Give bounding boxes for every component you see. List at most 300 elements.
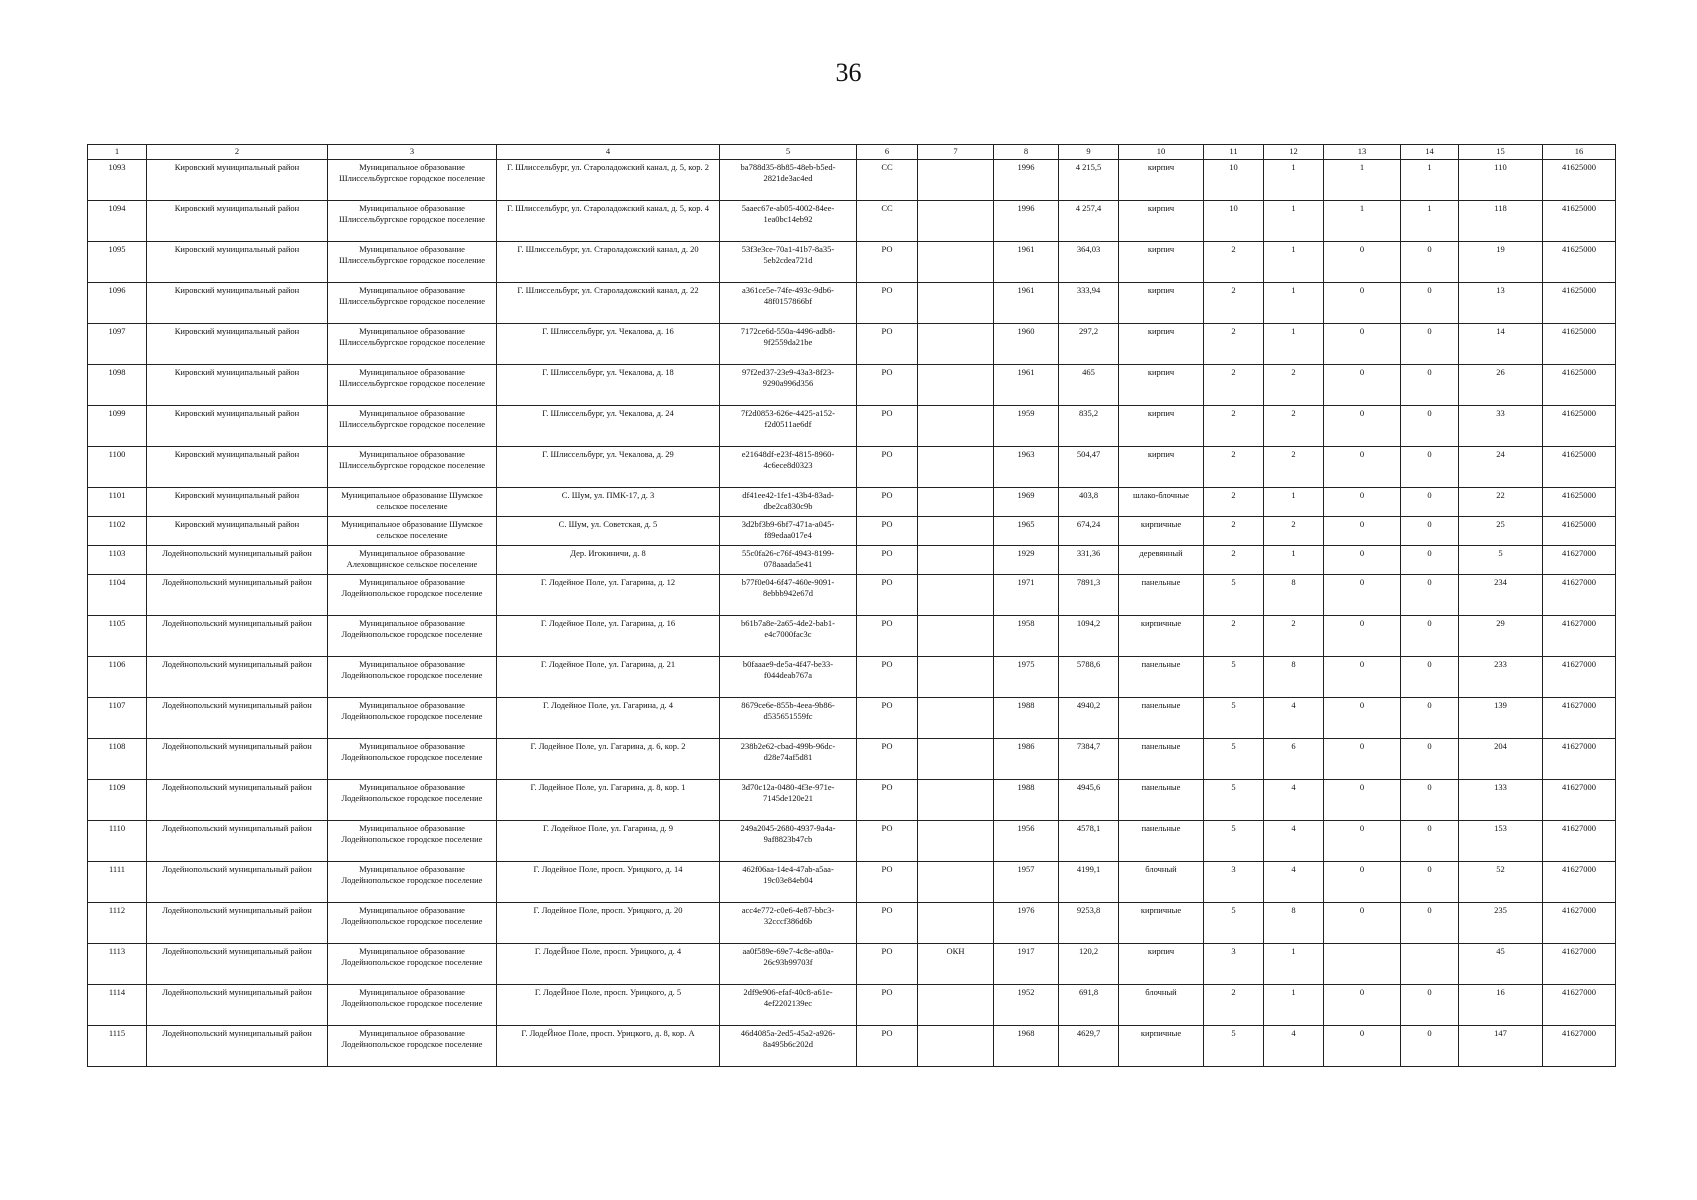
table-cell: Муниципальное образование Лодейнопольское городское поселение (328, 862, 497, 903)
table-cell: 0 (1324, 657, 1401, 698)
table-cell: Кировский муниципальный район (147, 283, 328, 324)
table-cell: РО (857, 575, 918, 616)
table-cell: 0 (1324, 616, 1401, 657)
table-cell: 33 (1459, 406, 1543, 447)
table-cell: 1965 (994, 517, 1059, 546)
table-row (88, 944, 1616, 985)
table-cell: РО (857, 546, 918, 575)
table-cell: Г. Лодейное Поле, ул. Гагарина, д. 8, кор. 1 (497, 780, 720, 821)
table-cell: 5 (1204, 657, 1264, 698)
table-cell: кирпич (1119, 324, 1204, 365)
table-cell: 674,24 (1059, 517, 1119, 546)
table-row (88, 406, 1616, 447)
table-cell: 1 (1264, 324, 1324, 365)
table-cell: 1956 (994, 821, 1059, 862)
table-cell: Муниципальное образование Лодейнопольское городское поселение (328, 903, 497, 944)
table-cell (918, 242, 994, 283)
table-cell: 235 (1459, 903, 1543, 944)
table-cell: 0 (1401, 283, 1459, 324)
table-cell: 8 (1264, 903, 1324, 944)
table-cell: 4629,7 (1059, 1026, 1119, 1067)
table-cell: 41627000 (1543, 780, 1616, 821)
table-cell: 403,8 (1059, 488, 1119, 517)
table-cell: 41627000 (1543, 546, 1616, 575)
table-cell: 41625000 (1543, 324, 1616, 365)
table-cell: 691,8 (1059, 985, 1119, 1026)
table-cell: ba788d35-8b85-48eb-b5ed-2821de3ac4ed (720, 160, 857, 201)
table-cell: кирпичные (1119, 1026, 1204, 1067)
table-cell: Лодейнопольский муниципальный район (147, 1026, 328, 1067)
table-cell: 1959 (994, 406, 1059, 447)
table-cell: РО (857, 616, 918, 657)
table-cell: РО (857, 406, 918, 447)
table-cell: 41627000 (1543, 903, 1616, 944)
table-cell: РО (857, 447, 918, 488)
table-cell: 0 (1401, 546, 1459, 575)
table-cell: 1106 (88, 657, 147, 698)
table-cell: 133 (1459, 780, 1543, 821)
table-cell: 5 (1204, 575, 1264, 616)
table-cell: 97f2ed37-23e9-43a3-8f23-9290a996d356 (720, 365, 857, 406)
table-cell: 1 (1324, 160, 1401, 201)
table-cell: 1976 (994, 903, 1059, 944)
table-cell: Г. Лодейное Поле, ул. Гагарина, д. 4 (497, 698, 720, 739)
table-cell: Г. ЛодеЙное Поле, просп. Урицкого, д. 5 (497, 985, 720, 1026)
table-cell: 41625000 (1543, 160, 1616, 201)
table-cell: 2 (1204, 488, 1264, 517)
table-cell: 7891,3 (1059, 575, 1119, 616)
table-cell: Лодейнопольский муниципальный район (147, 616, 328, 657)
table-cell: 120,2 (1059, 944, 1119, 985)
table-cell: b0faaae9-de5a-4f47-be33-f044deab767a (720, 657, 857, 698)
table-row (88, 160, 1616, 201)
table-cell: 1 (1264, 546, 1324, 575)
table-cell: Муниципальное образование Лодейнопольское городское поселение (328, 985, 497, 1026)
table-cell: 2 (1204, 283, 1264, 324)
table-cell: Лодейнопольский муниципальный район (147, 944, 328, 985)
table-cell: РО (857, 1026, 918, 1067)
table-cell: 0 (1324, 739, 1401, 780)
table-cell: Г. Лодейное Поле, ул. Гагарина, д. 9 (497, 821, 720, 862)
table-cell: кирпич (1119, 365, 1204, 406)
table-row (88, 657, 1616, 698)
table-cell: 1111 (88, 862, 147, 903)
table-cell: 0 (1401, 862, 1459, 903)
table-cell: 41627000 (1543, 575, 1616, 616)
table-cell: 0 (1324, 283, 1401, 324)
table-cell: 1 (1324, 201, 1401, 242)
table-cell: 1968 (994, 1026, 1059, 1067)
table-cell: 2 (1264, 406, 1324, 447)
table-cell: 41625000 (1543, 201, 1616, 242)
column-header: 7 (918, 145, 994, 160)
table-cell: 3 (1204, 862, 1264, 903)
table-cell: 1996 (994, 160, 1059, 201)
table-cell: 0 (1324, 406, 1401, 447)
table-cell (918, 160, 994, 201)
table-cell: Муниципальное образование Шлиссельбургское городское поселение (328, 406, 497, 447)
table-cell: Г. Лодейное Поле, просп. Урицкого, д. 14 (497, 862, 720, 903)
table-cell: 1961 (994, 242, 1059, 283)
table-cell: 0 (1324, 985, 1401, 1026)
table-cell: кирпич (1119, 242, 1204, 283)
table-cell: 465 (1059, 365, 1119, 406)
table-cell: 14 (1459, 324, 1543, 365)
table-cell: Лодейнопольский муниципальный район (147, 546, 328, 575)
table-cell: ОКН (918, 944, 994, 985)
table-cell: 9253,8 (1059, 903, 1119, 944)
table-cell: СС (857, 160, 918, 201)
column-header: 3 (328, 145, 497, 160)
table-row (88, 201, 1616, 242)
table-cell: 52 (1459, 862, 1543, 903)
table-cell: 41625000 (1543, 447, 1616, 488)
table-cell: 41627000 (1543, 1026, 1616, 1067)
column-header: 2 (147, 145, 328, 160)
table-cell: 1113 (88, 944, 147, 985)
table-row (88, 324, 1616, 365)
table-cell: 1114 (88, 985, 147, 1026)
table-cell: 0 (1401, 739, 1459, 780)
table-cell: 1112 (88, 903, 147, 944)
table-cell: кирпичные (1119, 903, 1204, 944)
table-cell: 1110 (88, 821, 147, 862)
table-cell: деревянный (1119, 546, 1204, 575)
table-cell: Муниципальное образование Лодейнопольское городское поселение (328, 780, 497, 821)
table-cell: 1 (1264, 242, 1324, 283)
table-cell: 2 (1264, 365, 1324, 406)
table-cell: 1963 (994, 447, 1059, 488)
table-cell: панельные (1119, 698, 1204, 739)
table-cell: 13 (1459, 283, 1543, 324)
table-cell: Муниципальное образование Шлиссельбургское городское поселение (328, 365, 497, 406)
table-cell: Г. ЛодеЙное Поле, просп. Урицкого, д. 4 (497, 944, 720, 985)
table-cell: 249a2045-2680-4937-9a4a-9af8823b47cb (720, 821, 857, 862)
table-cell (918, 201, 994, 242)
column-header: 13 (1324, 145, 1401, 160)
table-cell: кирпич (1119, 283, 1204, 324)
table-cell: 41627000 (1543, 616, 1616, 657)
table-cell: 5 (1204, 1026, 1264, 1067)
table-cell: 4 (1264, 698, 1324, 739)
table-cell: С. Шум, ул. Советская, д. 5 (497, 517, 720, 546)
table-cell: 5 (1459, 546, 1543, 575)
table-cell: 41627000 (1543, 657, 1616, 698)
table-cell: 1988 (994, 698, 1059, 739)
table-cell: 4940,2 (1059, 698, 1119, 739)
table-row (88, 616, 1616, 657)
table-cell (918, 488, 994, 517)
table-cell: 0 (1401, 780, 1459, 821)
table-cell: Лодейнопольский муниципальный район (147, 821, 328, 862)
column-header: 11 (1204, 145, 1264, 160)
table-cell: РО (857, 517, 918, 546)
table-cell: 8679ce6e-855b-4eea-9b86-d535651559fc (720, 698, 857, 739)
table-cell: 1099 (88, 406, 147, 447)
table-cell: 1104 (88, 575, 147, 616)
housing-registry-table (87, 144, 1616, 1067)
table-cell: 1109 (88, 780, 147, 821)
table-cell (918, 821, 994, 862)
table-cell: 0 (1401, 575, 1459, 616)
table-cell: 0 (1324, 862, 1401, 903)
table-row (88, 903, 1616, 944)
table-cell: 4 (1264, 862, 1324, 903)
table-row (88, 283, 1616, 324)
table-cell: 25 (1459, 517, 1543, 546)
table-cell: кирпичные (1119, 616, 1204, 657)
table-row (88, 242, 1616, 283)
table-cell: Лодейнопольский муниципальный район (147, 739, 328, 780)
table-cell: aa0f589e-69e7-4c8e-a80a-26c93b99703f (720, 944, 857, 985)
table-cell: 331,36 (1059, 546, 1119, 575)
table-cell: 1094,2 (1059, 616, 1119, 657)
table-cell: 0 (1401, 365, 1459, 406)
table-cell: 1102 (88, 517, 147, 546)
table-cell: Г. Шлиссельбург, ул. Староладожский канал, д. 22 (497, 283, 720, 324)
column-header: 12 (1264, 145, 1324, 160)
table-cell: Лодейнопольский муниципальный район (147, 698, 328, 739)
table-cell: 333,94 (1059, 283, 1119, 324)
table-cell (918, 780, 994, 821)
table-cell: РО (857, 780, 918, 821)
column-header: 1 (88, 145, 147, 160)
table-cell: 0 (1401, 488, 1459, 517)
table-row (88, 698, 1616, 739)
table-cell: Г. Лодейное Поле, ул. Гагарина, д. 6, кор. 2 (497, 739, 720, 780)
table-cell: кирпичные (1119, 517, 1204, 546)
table-cell: 3d2bf3b9-6bf7-471a-a045-f89edaa017e4 (720, 517, 857, 546)
table-cell: 1988 (994, 780, 1059, 821)
table-cell: 6 (1264, 739, 1324, 780)
table-cell: 41625000 (1543, 406, 1616, 447)
table-cell: 139 (1459, 698, 1543, 739)
table-cell: Г. Лодейное Поле, ул. Гагарина, д. 21 (497, 657, 720, 698)
table-cell: 1105 (88, 616, 147, 657)
table-cell: 0 (1324, 575, 1401, 616)
page-number: 36 (835, 58, 862, 87)
table-cell: 2 (1204, 985, 1264, 1026)
table-cell: e21648df-e23f-4815-8960-4c6ece8d0323 (720, 447, 857, 488)
table-cell: 1975 (994, 657, 1059, 698)
table-cell: 0 (1324, 821, 1401, 862)
table-cell: 462f06aa-14e4-47ab-a5aa-19c03e84eb04 (720, 862, 857, 903)
table-cell: 1 (1264, 201, 1324, 242)
table-cell: 1958 (994, 616, 1059, 657)
table-cell: 1996 (994, 201, 1059, 242)
table-cell: Кировский муниципальный район (147, 201, 328, 242)
table-row (88, 862, 1616, 903)
table-cell: Г. Шлиссельбург, ул. Чекалова, д. 16 (497, 324, 720, 365)
table-cell: 1952 (994, 985, 1059, 1026)
column-header: 16 (1543, 145, 1616, 160)
table-cell: 234 (1459, 575, 1543, 616)
table-cell: 2 (1204, 242, 1264, 283)
table-cell: 118 (1459, 201, 1543, 242)
table-row (88, 447, 1616, 488)
table-cell: 41627000 (1543, 944, 1616, 985)
table-cell: Г. Шлиссельбург, ул. Староладожский канал, д. 20 (497, 242, 720, 283)
table-cell: Лодейнопольский муниципальный район (147, 862, 328, 903)
table-cell (918, 365, 994, 406)
table-cell: 41627000 (1543, 985, 1616, 1026)
table-cell: 3 (1204, 944, 1264, 985)
table-cell: 1097 (88, 324, 147, 365)
table-cell: блочный (1119, 862, 1204, 903)
table-cell: 0 (1401, 657, 1459, 698)
table-cell: 41625000 (1543, 283, 1616, 324)
table-cell: РО (857, 242, 918, 283)
table-cell: 0 (1324, 903, 1401, 944)
table-cell: 8 (1264, 657, 1324, 698)
table-cell (918, 903, 994, 944)
table-cell: РО (857, 862, 918, 903)
table-cell: 4199,1 (1059, 862, 1119, 903)
table-cell: 1961 (994, 365, 1059, 406)
table-cell: 1 (1264, 985, 1324, 1026)
table-cell: 1108 (88, 739, 147, 780)
table-cell (918, 1026, 994, 1067)
table-row (88, 365, 1616, 406)
table-cell: 4 (1264, 780, 1324, 821)
table-cell (918, 283, 994, 324)
table-cell: Муниципальное образование Лодейнопольское городское поселение (328, 1026, 497, 1067)
table-cell: 1986 (994, 739, 1059, 780)
table-cell: Муниципальное образование Шлиссельбургское городское поселение (328, 447, 497, 488)
table-cell: Муниципальное образование Шлиссельбургское городское поселение (328, 201, 497, 242)
table-cell: 5 (1204, 698, 1264, 739)
table-cell: 2 (1204, 546, 1264, 575)
table-cell: Лодейнопольский муниципальный район (147, 780, 328, 821)
table-cell: 0 (1401, 698, 1459, 739)
table-cell: 1 (1264, 160, 1324, 201)
table-cell: РО (857, 985, 918, 1026)
table-cell (1401, 944, 1459, 985)
table-cell: 53f3e3ce-70a1-41b7-8a35-5eb2cdea721d (720, 242, 857, 283)
table-cell: 0 (1324, 324, 1401, 365)
table-cell (918, 616, 994, 657)
table-cell: 1971 (994, 575, 1059, 616)
table-cell: 364,03 (1059, 242, 1119, 283)
table-cell (918, 406, 994, 447)
table-cell (918, 862, 994, 903)
table-cell: 2 (1264, 517, 1324, 546)
table-cell: Муниципальное образование Лодейнопольское городское поселение (328, 739, 497, 780)
table-cell: 5 (1204, 821, 1264, 862)
table-cell: РО (857, 944, 918, 985)
table-cell: Кировский муниципальный район (147, 488, 328, 517)
table-cell: РО (857, 283, 918, 324)
table-row (88, 488, 1616, 517)
table-cell: кирпич (1119, 406, 1204, 447)
table-cell: 1094 (88, 201, 147, 242)
table-cell: 4578,1 (1059, 821, 1119, 862)
table-cell: 1098 (88, 365, 147, 406)
table-cell: 4 (1264, 1026, 1324, 1067)
table-cell: Муниципальное образование Лодейнопольское городское поселение (328, 821, 497, 862)
table-cell: Лодейнопольский муниципальный район (147, 575, 328, 616)
table-cell: 147 (1459, 1026, 1543, 1067)
table-cell: Лодейнопольский муниципальный район (147, 985, 328, 1026)
table-cell: шлако-блочные (1119, 488, 1204, 517)
table-cell: 2 (1204, 365, 1264, 406)
table-cell: Кировский муниципальный район (147, 447, 328, 488)
table-cell: 1095 (88, 242, 147, 283)
table-cell: 2 (1204, 616, 1264, 657)
table-cell: 10 (1204, 201, 1264, 242)
table-cell: Г. Лодейное Поле, просп. Урицкого, д. 20 (497, 903, 720, 944)
table-cell: 0 (1324, 698, 1401, 739)
table-cell: панельные (1119, 575, 1204, 616)
table-cell: 1096 (88, 283, 147, 324)
table-cell: b77f0e04-6f47-460e-9091-8ebbb942e67d (720, 575, 857, 616)
table-cell: 0 (1324, 242, 1401, 283)
table-cell: 2 (1204, 324, 1264, 365)
table-cell: 1957 (994, 862, 1059, 903)
table-cell: 10 (1204, 160, 1264, 201)
table-cell: 55c0fa26-c76f-4943-8199-078aaada5e41 (720, 546, 857, 575)
table-cell: 0 (1324, 447, 1401, 488)
table-row (88, 546, 1616, 575)
table-cell: 0 (1324, 546, 1401, 575)
table-cell: РО (857, 365, 918, 406)
table-cell: Г. Шлиссельбург, ул. Чекалова, д. 29 (497, 447, 720, 488)
table-cell: 835,2 (1059, 406, 1119, 447)
table-cell: Лодейнопольский муниципальный район (147, 903, 328, 944)
table-cell: Муниципальное образование Алеховщинское сельское поселение (328, 546, 497, 575)
table-row (88, 780, 1616, 821)
table-row (88, 1026, 1616, 1067)
table-cell: 0 (1324, 1026, 1401, 1067)
table-cell: 2df9e906-efaf-40c8-a61e-4ef2202139ec (720, 985, 857, 1026)
table-cell: панельные (1119, 739, 1204, 780)
table-cell: СС (857, 201, 918, 242)
table-cell: РО (857, 821, 918, 862)
table-cell: b61b7a8e-2a65-4de2-bab1-e4c7000fac3c (720, 616, 857, 657)
table-cell: 41627000 (1543, 821, 1616, 862)
table-cell: 1 (1401, 160, 1459, 201)
table-cell: 1 (1264, 488, 1324, 517)
table-cell: 1 (1264, 283, 1324, 324)
table-cell (1324, 944, 1401, 985)
table-cell: 5 (1204, 903, 1264, 944)
table-cell: 3d70c12a-0480-4f3e-971e-7145de120e21 (720, 780, 857, 821)
table-cell: 8 (1264, 575, 1324, 616)
column-header: 6 (857, 145, 918, 160)
table-cell: панельные (1119, 780, 1204, 821)
table-cell: панельные (1119, 821, 1204, 862)
table-cell (918, 985, 994, 1026)
table-cell: 0 (1401, 447, 1459, 488)
table-cell: 2 (1204, 447, 1264, 488)
table-cell: 204 (1459, 739, 1543, 780)
table-cell: кирпич (1119, 944, 1204, 985)
table-cell: 4 257,4 (1059, 201, 1119, 242)
table-cell: 1960 (994, 324, 1059, 365)
table-cell: 1 (1264, 944, 1324, 985)
table-cell: 0 (1401, 406, 1459, 447)
table-cell: Кировский муниципальный район (147, 406, 328, 447)
table-cell: 41625000 (1543, 488, 1616, 517)
table-cell: 4 (1264, 821, 1324, 862)
table-cell: 297,2 (1059, 324, 1119, 365)
table-cell: Г. Шлиссельбург, ул. Чекалова, д. 24 (497, 406, 720, 447)
table-cell: 16 (1459, 985, 1543, 1026)
table-cell: Г. Лодейное Поле, ул. Гагарина, д. 12 (497, 575, 720, 616)
table-cell: 2 (1204, 406, 1264, 447)
table-cell: 2 (1204, 517, 1264, 546)
table-cell: 46d4085a-2ed5-45a2-a926-8a495b6c202d (720, 1026, 857, 1067)
